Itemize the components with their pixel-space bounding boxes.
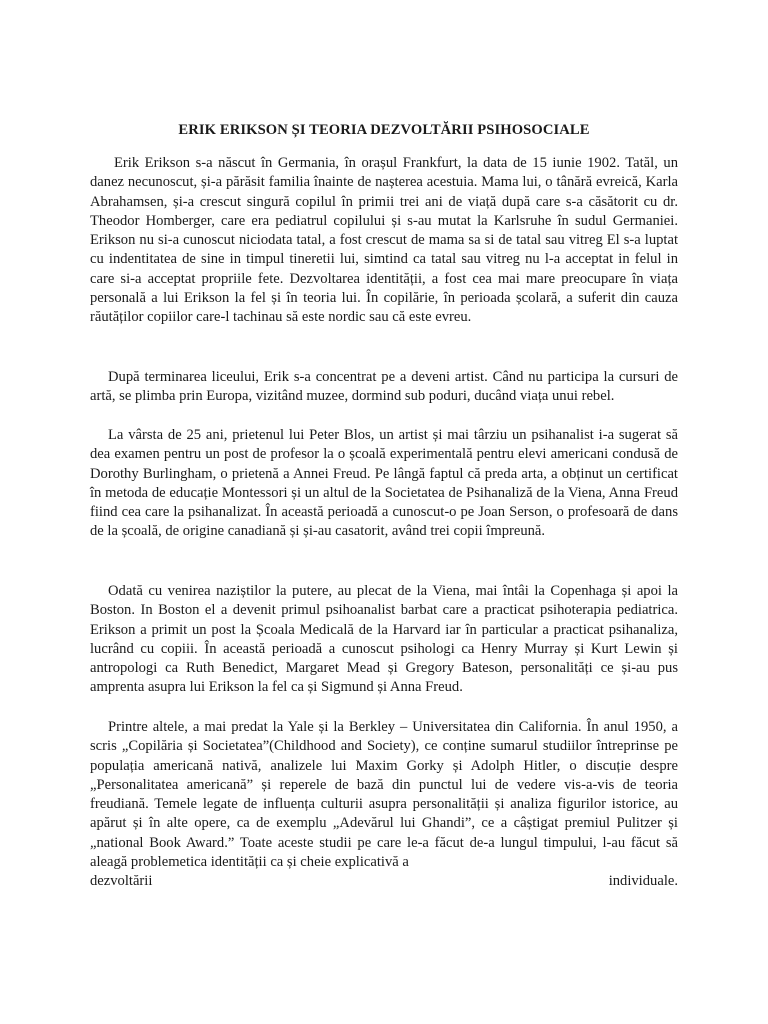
paragraph-works-text: Printre altele, a mai predat la Yale și la Berkley – Universitatea din California. În anul 1950, a scris „Copilăria și Societatea”(Childhood and Society), ce conține sumarul studiilor întreprinse pe populația americană nativă, analizele lui Maxim Gorky și Adolph Hitler, o discuție despre „Personalitatea americană” și reperele de bază din punctul lui de vedere vis-a-vis de teoria freudiană. Temele legate de influența culturii asupra personalității și analiza figurilor istorice, au apărut și în alte opere, ca de exemplu „Adevărul lui Ghandi”, ce a câștigat premiul Pulitzer și „national Book Award.” Toate aceste studii pe care le-a făcut de-a lungul timpului, l-au făcut să aleagă problemetica identității ca și cheie explicativă a (90, 719, 678, 871)
document-title: ERIK ERIKSON ȘI TEORIA DEZVOLTĂRII PSIHOSOCIALE (178, 122, 590, 138)
last-line-right: individuale. (608, 873, 678, 890)
paragraph-artist: După terminarea liceului, Erik s-a concentrat pe a deveni artist. Când nu participa la cursuri de artă, se plimba prin Europa, vizitând muzee, dormind sub poduri, ducând viața unui rebel. (90, 369, 678, 405)
paragraph-works (90, 718, 678, 892)
paragraph-childhood: Erik Erikson s-a născut în Germania, în orașul Frankfurt, la data de 15 iunie 1902. Tatăl, un danez necunoscut, și-a părăsit familia înainte de nașterea acestuia. Mama lui, o tânără evreică, Karla Abrahamsen, și-a crescut singură copilul în primii trei ani de viață după care s-a căsătorit cu dr. Theodor Homberger, care era pediatrul copilului și s-au mutat la Karlsruhe în sudul Germaniei. Erikson nu si-a cunoscut niciodata tatal, a fost crescut de mama sa si de tatal sau vitreg El s-a luptat cu indentitatea de sine in timpul tineretii lui, simtind ca tatal sau vitreg nu l-a acceptat in felul in care si-a acceptat propriile fete. Dezvoltarea identității, a fost cea mai mare preocupare în viața personală a lui Erikson la fel și în teoria lui. În copilărie, în perioada școlară, a suferit din cauza răutăților copiilor care-l tachinau să este nordic sau că este evreu. (90, 155, 678, 326)
paragraph-vienna: La vârsta de 25 ani, prietenul lui Peter Blos, un artist și mai târziu un psihanalist i-a sugerat să dea examen pentru un post de profesor la o școală experimentală pentru elevi americani condusă de Dorothy Burlingham, o prietenă a Annei Freud. Pe lângă faptul că preda arta, a obținut un certificat în metoda de educație Montessori și un altul de la Societatea de Psihanaliză de la Viena, Anna Freud fiind cea care la psihanalizat. În această perioadă a cunoscut-o pe Joan Serson, o profesoară de dans de la școală, de origine canadiană și și-au casatorit, având trei copii împreună. (90, 427, 678, 540)
last-line-left: dezvoltării (90, 873, 153, 890)
paragraph-works-last-line (90, 872, 678, 891)
paragraph-boston: Odată cu venirea naziștilor la putere, au plecat de la Viena, mai întâi la Copenhaga și apoi la Boston. In Boston el a devenit primul psihoanalist barbat care a practicat psihoterapia pediatrica. Erikson a primit un post la Școala Medicală de la Harvard iar în particular a practicat psihanaliza, lucrând cu copiii. În această perioadă a cunoscut psihologi ca Henry Murray și Kurt Lewin și antropologi ca Ruth Benedict, Margaret Mead și Gregory Bateson, personalități ce și-au pus amprenta asupra lui Erikson la fel ca și Sigmund și Anna Freud. (90, 583, 678, 696)
